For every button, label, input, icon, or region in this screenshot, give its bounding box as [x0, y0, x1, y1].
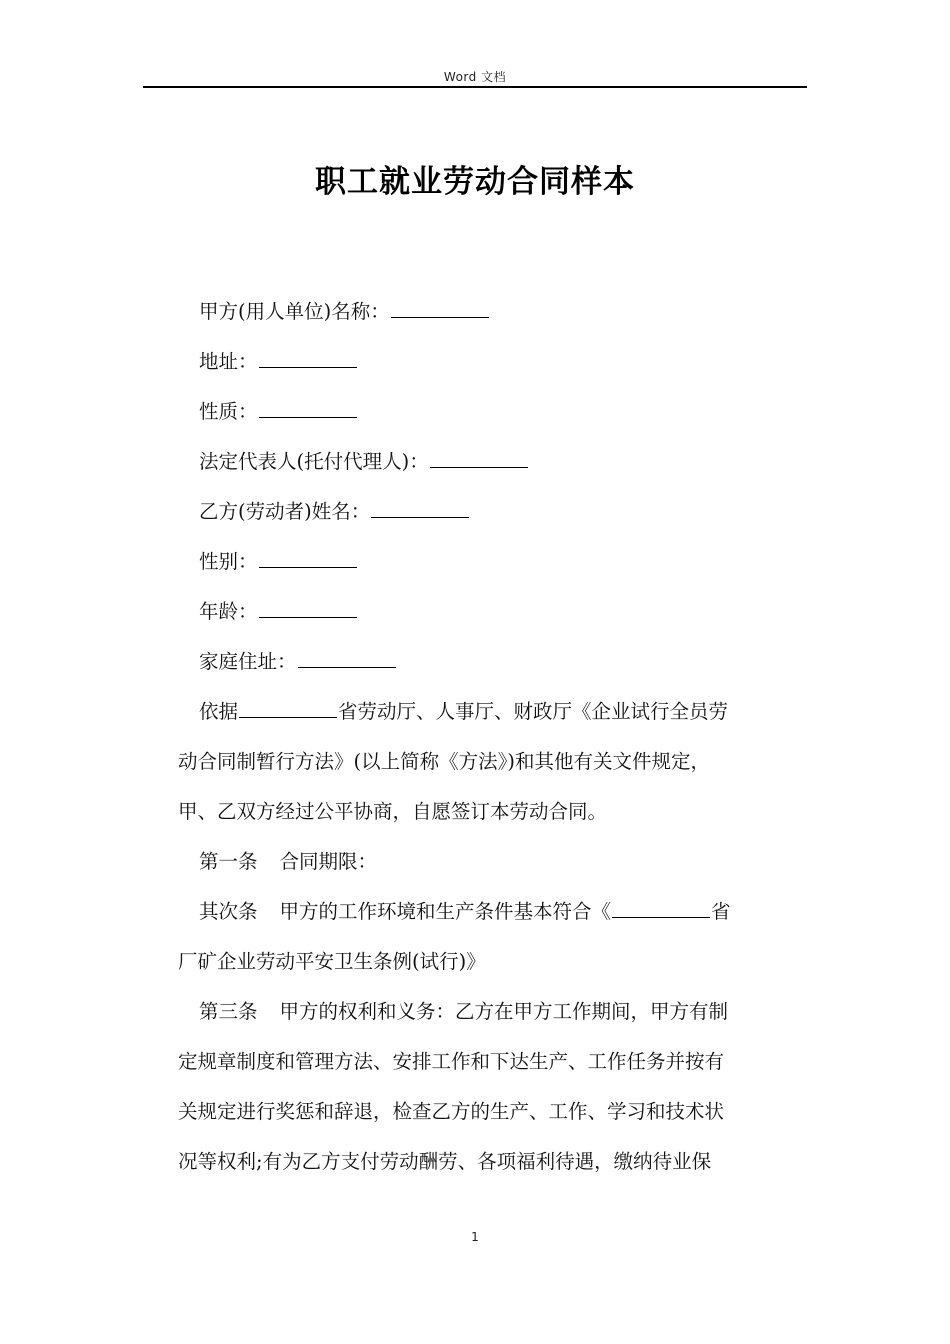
page-number: 1: [471, 1230, 479, 1244]
article-label: 第一条: [199, 850, 258, 873]
basis-paragraph-line-3: 甲、乙双方经过公平协商，自愿签订本劳动合同。: [178, 800, 608, 823]
field-label: 性质：: [199, 400, 258, 423]
article-text: 省: [711, 900, 731, 923]
article-1: [178, 846, 377, 874]
basis-paragraph-line-2: 动合同制暂行方法》(以上简称《方法》)和其他有关文件规定，: [178, 750, 710, 773]
article-text: 甲方的工作环境和生产条件基本符合《: [279, 900, 612, 923]
article-3-line-3: 关规定进行奖惩和辞退，检查乙方的生产、工作、学习和技术状: [178, 1100, 725, 1123]
field-label: 法定代表人(托付代理人)：: [199, 450, 429, 473]
field-legal-rep: [178, 446, 529, 474]
field-label: 地址：: [199, 350, 258, 373]
blank-line: [298, 651, 396, 668]
field-label: 性别：: [199, 550, 258, 573]
article-text: 合同期限：: [279, 850, 378, 873]
blank-line: [239, 701, 337, 718]
article-text: 甲方的权利和义务：乙方在甲方工作期间，甲方有制: [279, 1000, 729, 1023]
field-label: 年龄：: [199, 600, 258, 623]
field-address: [178, 346, 358, 374]
article-2-line-1: [178, 896, 731, 924]
field-label: 乙方(劳动者)姓名：: [199, 500, 371, 523]
article-2-line-2: 厂矿企业劳动平安卫生条例(试行)》: [178, 950, 486, 973]
field-age: [178, 596, 358, 624]
article-3-line-4: 况等权利;有为乙方支付劳动酬劳、各项福利待遇，缴纳待业保: [178, 1150, 712, 1173]
field-gender: [178, 546, 358, 574]
field-home-address: [178, 646, 397, 674]
article-3-line-2: 定规章制度和管理方法、安排工作和下达生产、工作任务并按有: [178, 1050, 725, 1073]
basis-text: 省劳动厅、人事厅、财政厅《企业试行全员劳: [338, 700, 729, 723]
blank-line: [259, 551, 357, 568]
blank-line: [259, 351, 357, 368]
field-nature: [178, 396, 358, 424]
page-header: Word 文档: [443, 70, 507, 84]
blank-line: [430, 451, 528, 468]
blank-line: [259, 401, 357, 418]
field-party-b-name: [178, 496, 470, 524]
header-divider: [143, 86, 807, 88]
field-label: 甲方(用人单位)名称：: [199, 300, 390, 323]
blank-line: [259, 601, 357, 618]
field-label: 家庭住址：: [199, 650, 297, 673]
article-label: 其次条: [199, 900, 258, 923]
article-label: 第三条: [199, 1000, 258, 1023]
field-party-a-name: [178, 296, 490, 324]
basis-paragraph-line-1: [178, 696, 728, 724]
document-title: 职工就业劳动合同样本: [315, 164, 635, 200]
blank-line: [371, 501, 469, 518]
article-3-line-1: [178, 996, 728, 1024]
blank-line: [612, 901, 710, 918]
basis-text: 依据: [199, 700, 239, 723]
blank-line: [391, 301, 489, 318]
